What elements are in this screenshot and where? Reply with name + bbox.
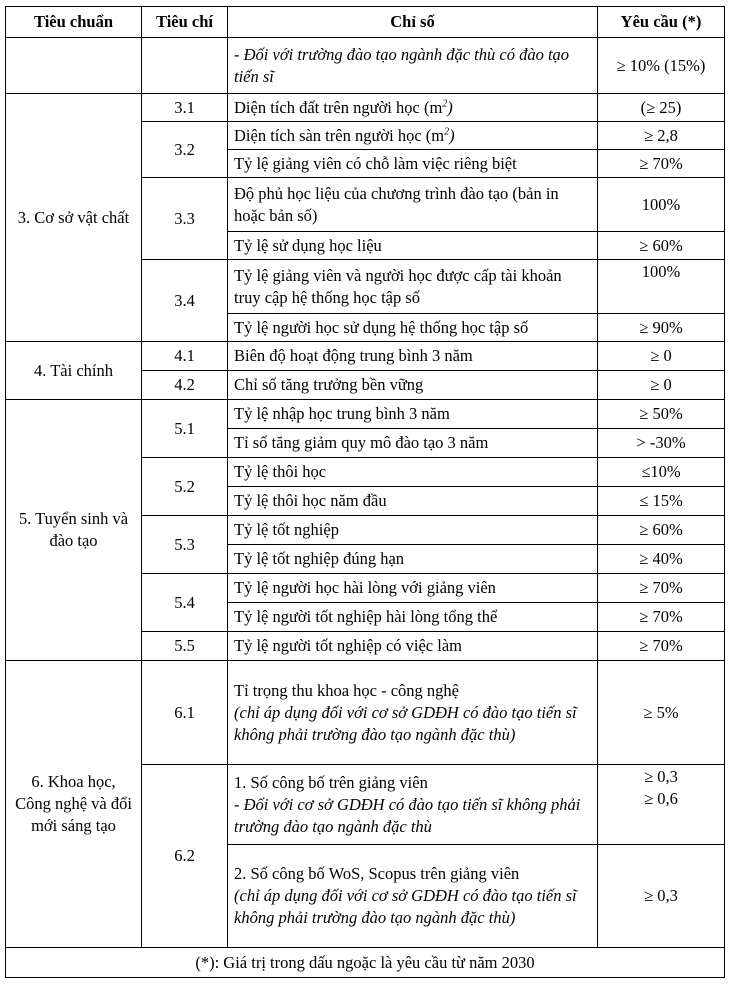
requirement-value: ≥ 0,6 [644, 789, 678, 808]
indicator-cell: Tỷ lệ sử dụng học liệu [228, 232, 598, 260]
indicator-cell [228, 661, 598, 765]
requirement-cell: > -30% [598, 429, 725, 458]
indicator-note-text: (chỉ áp dụng đối với cơ sở GDĐH có đào tạo tiến sĩ không phải trường đào tạo ngành đặc thù) [234, 886, 577, 927]
indicator-cell: Tỷ lệ người học sử dụng hệ thống học tập số [228, 314, 598, 342]
indicator-main-text: 2. Số công bố WoS, Scopus trên giảng viên [234, 864, 520, 883]
header-criterion: Tiêu chí [142, 7, 228, 38]
requirement-cell: ≥ 70% [598, 574, 725, 603]
standard-cell: 3. Cơ sở vật chất [6, 94, 142, 342]
requirement-cell: ≥ 0 [598, 371, 725, 400]
requirement-cell: ≥ 70% [598, 632, 725, 661]
unit-superscript: 2 [442, 98, 448, 109]
indicator-text: Diện tích sàn trên người học (m [234, 125, 445, 145]
requirement-cell: ≥ 90% [598, 314, 725, 342]
indicator-cell: Tỷ lệ người tốt nghiệp có việc làm [228, 632, 598, 661]
criterion-cell: 3.4 [142, 260, 228, 342]
indicator-main-text: Tỉ trọng thu khoa học - công nghệ [234, 680, 459, 700]
standard-cell-empty [6, 38, 142, 94]
indicator-cell: Chỉ số tăng trưởng bền vững [228, 371, 598, 400]
requirement-cell: (≥ 25) [598, 94, 725, 122]
requirement-cell: ≥ 0,3 [598, 845, 725, 948]
indicator-cell: Tỷ lệ tốt nghiệp đúng hạn [228, 545, 598, 574]
criterion-cell: 3.3 [142, 178, 228, 260]
indicator-cell: Tỷ lệ người học hài lòng với giảng viên [228, 574, 598, 603]
standard-cell: 4. Tài chính [6, 342, 142, 400]
table-row [6, 38, 725, 94]
criterion-cell: 5.1 [142, 400, 228, 458]
table-row [6, 661, 725, 765]
standard-cell: 5. Tuyển sinh và đào tạo [6, 400, 142, 661]
header-indicator: Chỉ số [228, 7, 598, 38]
indicator-cell: Tỷ lệ tốt nghiệp [228, 516, 598, 545]
header-requirement: Yêu cầu (*) [598, 7, 725, 38]
requirement-cell: ≤10% [598, 458, 725, 487]
indicator-cell: Độ phủ học liệu của chương trình đào tạo (bản in hoặc bản số) [228, 178, 598, 232]
requirement-cell: ≥ 70% [598, 150, 725, 178]
criterion-cell: 3.1 [142, 94, 228, 122]
requirement-cell: ≤ 15% [598, 487, 725, 516]
requirement-cell: ≥ 60% [598, 232, 725, 260]
indicator-cell [228, 845, 598, 948]
indicator-cell: Tỷ lệ thôi học năm đầu [228, 487, 598, 516]
indicator-cell: Biên độ hoạt động trung bình 3 năm [228, 342, 598, 371]
indicator-note-text: (chỉ áp dụng đối với cơ sở GDĐH có đào tạo tiến sĩ không phải trường đào tạo ngành đặc thù) [234, 702, 577, 744]
requirement-cell: 100% [598, 178, 725, 232]
requirement-value: ≥ 0,3 [644, 767, 678, 786]
indicator-note-text: - Đối với cơ sở GDĐH có đào tạo tiến sĩ không phải trường đào tạo ngành đặc thù [234, 794, 581, 836]
indicator-cell: Tỷ lệ giảng viên và người học được cấp tài khoản truy cập hệ thống học tập số [228, 260, 598, 314]
criterion-cell: 5.2 [142, 458, 228, 516]
unit-close: ) [447, 97, 453, 117]
indicator-main-text: 1. Số công bố trên giảng viên [234, 772, 428, 792]
indicator-cell [228, 765, 598, 845]
requirement-cell [598, 765, 725, 845]
requirement-cell: ≥ 60% [598, 516, 725, 545]
criteria-table [5, 6, 725, 978]
requirement-cell: ≥ 5% [598, 661, 725, 765]
standard-cell: 6. Khoa học, Công nghệ và đổi mới sáng tạo [6, 661, 142, 948]
footnote: (*): Giá trị trong dấu ngoặc là yêu cầu từ năm 2030 [6, 948, 725, 978]
requirement-cell: 100% [598, 260, 725, 314]
header-row [6, 7, 725, 38]
criterion-cell-empty [142, 38, 228, 94]
requirement-cell: ≥ 2,8 [598, 122, 725, 150]
indicator-cell: Tỷ lệ nhập học trung bình 3 năm [228, 400, 598, 429]
criterion-cell: 4.1 [142, 342, 228, 371]
requirement-cell: ≥ 70% [598, 603, 725, 632]
requirement-cell: ≥ 50% [598, 400, 725, 429]
requirement-cell: ≥ 40% [598, 545, 725, 574]
indicator-cell: Tỷ lệ người tốt nghiệp hài lòng tổng thể [228, 603, 598, 632]
unit-superscript: 2 [444, 126, 450, 137]
header-standard: Tiêu chuẩn [6, 7, 142, 38]
table-row [6, 342, 725, 371]
indicator-cell [228, 122, 598, 150]
indicator-cell: - Đối với trường đào tạo ngành đặc thù có đào tạo tiến sĩ [228, 38, 598, 94]
indicator-cell: Tỷ lệ thôi học [228, 458, 598, 487]
requirement-cell: ≥ 0 [598, 342, 725, 371]
table-row [6, 94, 725, 122]
indicator-cell: Tỷ lệ giảng viên có chỗ làm việc riêng biệt [228, 150, 598, 178]
table-row [6, 400, 725, 429]
criterion-cell: 6.2 [142, 765, 228, 948]
criterion-cell: 4.2 [142, 371, 228, 400]
criterion-cell: 5.5 [142, 632, 228, 661]
indicator-cell [228, 94, 598, 122]
requirement-cell: ≥ 10% (15%) [598, 38, 725, 94]
criterion-cell: 6.1 [142, 661, 228, 765]
indicator-cell: Tỉ số tăng giảm quy mô đào tạo 3 năm [228, 429, 598, 458]
criterion-cell: 3.2 [142, 122, 228, 178]
criterion-cell: 5.4 [142, 574, 228, 632]
criterion-cell: 5.3 [142, 516, 228, 574]
indicator-text: Diện tích đất trên người học (m [234, 97, 443, 117]
footnote-row [6, 948, 725, 978]
unit-close: ) [449, 125, 455, 145]
